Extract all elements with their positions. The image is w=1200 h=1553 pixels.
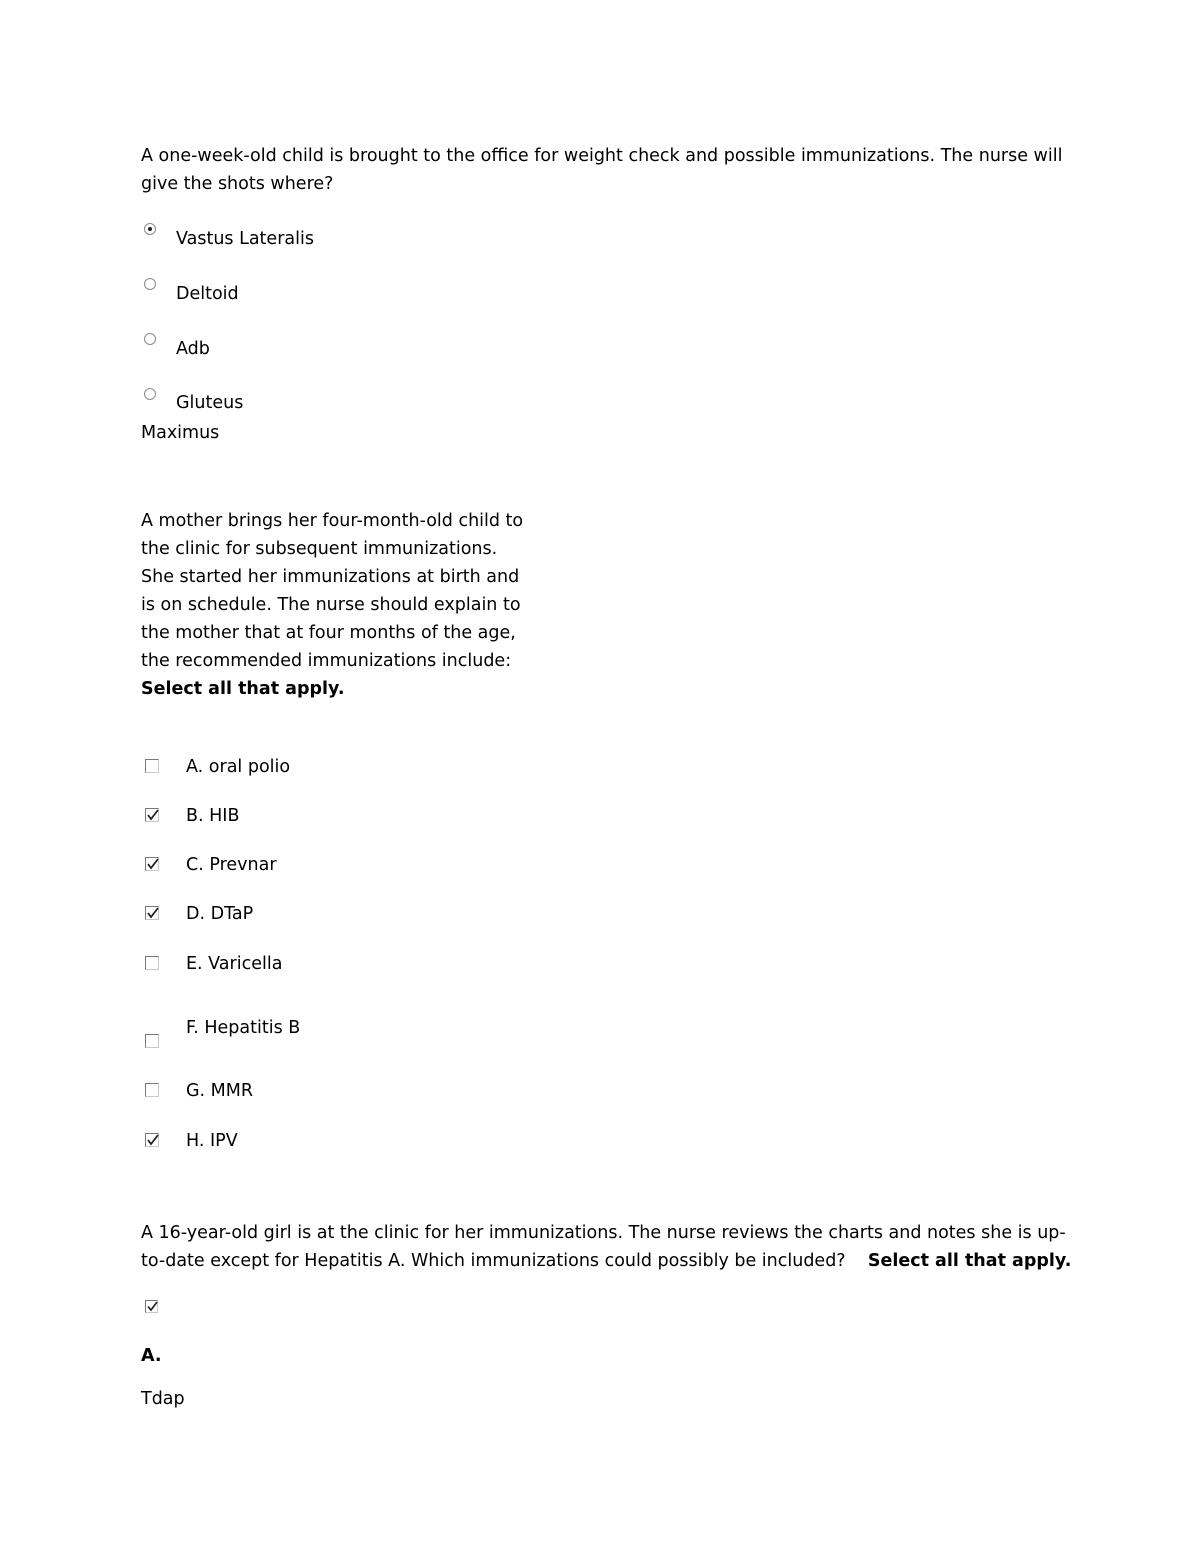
question-2-text <box>141 507 531 703</box>
option-ipv: H. IPV <box>186 1131 238 1151</box>
checkbox-ipv[interactable] <box>145 1133 159 1147</box>
option-oral-polio: A. oral polio <box>186 757 291 777</box>
checkbox-dtap[interactable] <box>145 906 159 920</box>
option-mmr: G. MMR <box>186 1081 254 1101</box>
option-tdap: Tdap <box>141 1389 185 1409</box>
option-adb: Adb <box>176 339 210 359</box>
radio-gluteus-maximus[interactable] <box>144 388 156 400</box>
option-vastus-lateralis: Vastus Lateralis <box>176 229 314 249</box>
checkbox-hib[interactable] <box>145 808 159 822</box>
option-a-letter: A. <box>141 1346 162 1366</box>
option-prevnar: C. Prevnar <box>186 855 277 875</box>
question-2-prompt: A mother brings her four-month-old child to the clinic for subsequent immunizations. She started her immunizations at birth and is on schedule. The nurse should explain to the mother that at four months of the age, the recommended immunizations include: <box>141 511 524 671</box>
question-2-instruction: Select all that apply. <box>141 679 345 699</box>
checkbox-oral-polio[interactable] <box>145 759 159 773</box>
checkbox-prevnar[interactable] <box>145 857 159 871</box>
check-icon <box>147 809 159 821</box>
checkbox-hepatitis-b[interactable] <box>145 1034 159 1048</box>
question-3-prompt: A 16-year-old girl is at the clinic for her immunizations. The nurse reviews the charts and notes she is up-to-date except for Hepatitis A. Which immunizations could possibly be included? <box>141 1223 1066 1271</box>
check-icon <box>147 858 159 870</box>
question-1-prompt: A one-week-old child is brought to the office for weight check and possible immunizations. The nurse will give the shots where? <box>141 146 1063 194</box>
option-dtap: D. DTaP <box>186 904 254 924</box>
option-deltoid: Deltoid <box>176 284 239 304</box>
question-3-text <box>141 1219 1081 1275</box>
check-icon <box>147 1134 159 1146</box>
option-hepatitis-b: F. Hepatitis B <box>186 1018 301 1038</box>
check-icon <box>147 907 159 919</box>
checkbox-varicella[interactable] <box>145 956 159 970</box>
option-gluteus-wrap: Maximus <box>141 423 220 443</box>
radio-adb[interactable] <box>144 333 156 345</box>
radio-vastus-lateralis[interactable] <box>144 223 156 235</box>
option-hib: B. HIB <box>186 806 240 826</box>
checkbox-tdap[interactable] <box>145 1300 158 1313</box>
radio-deltoid[interactable] <box>144 278 156 290</box>
question-1-text <box>141 142 1071 198</box>
question-3-instruction: Select all that apply. <box>867 1251 1072 1271</box>
check-icon <box>147 1301 158 1312</box>
checkbox-mmr[interactable] <box>145 1083 159 1097</box>
option-gluteus: Gluteus <box>176 393 244 413</box>
option-varicella: E. Varicella <box>186 954 283 974</box>
